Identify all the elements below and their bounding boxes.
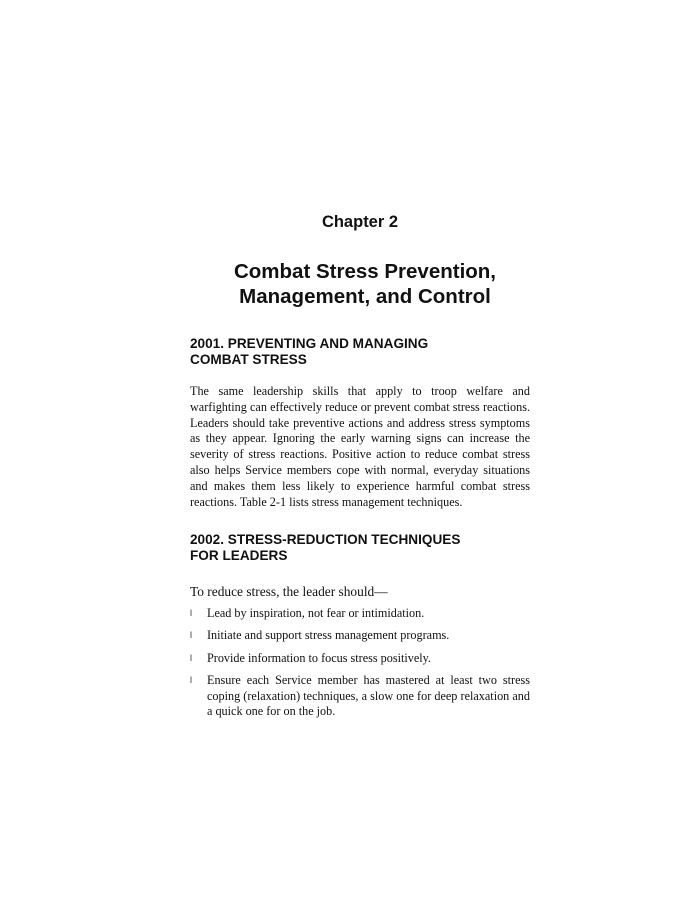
section-heading-2002-line-2: FOR LEADERS [190,547,288,563]
section-heading-2002 [190,532,530,563]
bullet-icon: l [190,608,192,618]
list-item-text: Provide information to focus stress positively. [207,650,431,665]
section-2002-intro: To reduce stress, the leader should— [190,584,388,599]
list-item-text: Initiate and support stress management programs. [207,628,450,643]
bullet-icon: l [190,652,192,663]
list-item [190,673,530,720]
section-heading-2001-line-2: COMBAT STRESS [190,351,307,367]
leader-techniques-list [190,606,530,727]
list-item [190,628,530,644]
list-item-text: Ensure each Service member has mastered at least two stress coping (relaxation) techniques, a slow one for deep relaxation and a quick one for on the job. [207,672,530,719]
chapter-title-line-1: Combat Stress Prevention, [233,260,496,283]
list-item [190,606,530,622]
list-item-text: Lead by inspiration, not fear or intimidation. [207,606,425,620]
chapter-label: Chapter 2 [321,213,399,231]
bullet-icon: l [190,630,192,641]
chapter-title [0,259,695,309]
chapter-title-line-2: Management, and Control [239,285,491,308]
section-heading-2001-line-1: 2001. PREVENTING AND MANAGING [190,336,429,351]
bullet-icon: l [190,674,192,685]
section-heading-2001 [190,336,530,367]
list-item [190,651,530,667]
section-heading-2002-line-1: 2002. STRESS-REDUCTION TECHNIQUES [190,532,461,547]
section-2001-paragraph: The same leadership skills that apply to troop welfare and warfighting can effectively reduce or prevent combat stress reactions. Leaders should take preventive actions and address stress symptoms as they appear. Ignoring the early warning signs can increase the severity of stress reactions. Positive action to reduce combat stress also helps Service members cope with normal, everyday situations and makes them less likely to experience harmful combat stress reactions. Table 2-1 lists stress management techniques. [190,384,530,509]
